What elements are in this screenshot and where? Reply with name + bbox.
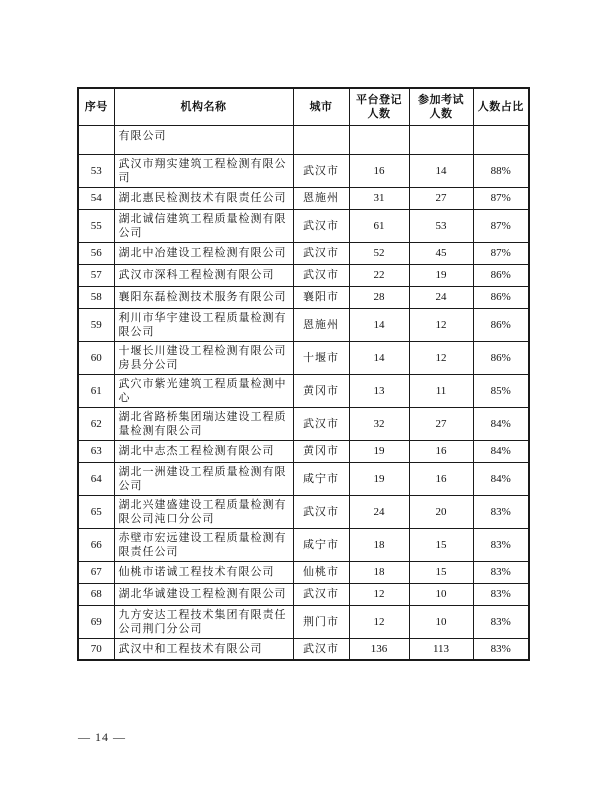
cell-ratio: 83% (473, 605, 529, 638)
col-header-registered: 平台登记人数 (349, 88, 409, 125)
cell-city: 十堰市 (293, 341, 349, 374)
cell-org-name: 武汉市深科工程检测有限公司 (114, 264, 293, 286)
cell-registered: 19 (349, 440, 409, 462)
cell-registered: 14 (349, 341, 409, 374)
table-row (78, 341, 529, 374)
cell-org-name: 利川市华宇建设工程质量检测有限公司 (114, 308, 293, 341)
table-row (78, 125, 529, 154)
cell-index: 66 (78, 528, 114, 561)
cell-examined: 14 (409, 154, 473, 187)
page-number: — 14 — (78, 730, 126, 744)
cell-examined: 20 (409, 495, 473, 528)
cell-registered: 16 (349, 154, 409, 187)
cell-index: 53 (78, 154, 114, 187)
table-row (78, 286, 529, 308)
cell-examined: 10 (409, 605, 473, 638)
cell-examined: 113 (409, 638, 473, 660)
table-row (78, 308, 529, 341)
cell-registered: 61 (349, 209, 409, 242)
cell-org-name: 湖北省路桥集团瑞达建设工程质量检测有限公司 (114, 407, 293, 440)
cell-registered: 52 (349, 242, 409, 264)
cell-registered: 136 (349, 638, 409, 660)
cell-ratio: 86% (473, 308, 529, 341)
cell-registered: 32 (349, 407, 409, 440)
col-header-city: 城市 (293, 88, 349, 125)
cell-registered: 31 (349, 187, 409, 209)
cell-city: 恩施州 (293, 187, 349, 209)
cell-city: 武汉市 (293, 638, 349, 660)
cell-city (293, 125, 349, 154)
cell-city: 武汉市 (293, 209, 349, 242)
cell-index: 61 (78, 374, 114, 407)
table-row (78, 528, 529, 561)
cell-city: 武汉市 (293, 583, 349, 605)
report-table (77, 87, 530, 661)
cell-examined: 53 (409, 209, 473, 242)
cell-ratio: 86% (473, 341, 529, 374)
table-row (78, 154, 529, 187)
cell-ratio: 86% (473, 264, 529, 286)
cell-examined: 16 (409, 440, 473, 462)
cell-org-name: 湖北中志杰工程检测有限公司 (114, 440, 293, 462)
cell-city: 武汉市 (293, 154, 349, 187)
cell-examined: 24 (409, 286, 473, 308)
col-header-ratio: 人数占比 (473, 88, 529, 125)
cell-registered: 14 (349, 308, 409, 341)
cell-index: 67 (78, 561, 114, 583)
cell-ratio: 83% (473, 561, 529, 583)
cell-index: 68 (78, 583, 114, 605)
cell-index: 54 (78, 187, 114, 209)
col-header-org-name: 机构名称 (114, 88, 293, 125)
table-row (78, 561, 529, 583)
cell-org-name: 九方安达工程技术集团有限责任公司荆门分公司 (114, 605, 293, 638)
cell-city: 咸宁市 (293, 462, 349, 495)
cell-org-name: 湖北惠民检测技术有限责任公司 (114, 187, 293, 209)
cell-ratio: 83% (473, 638, 529, 660)
cell-index: 55 (78, 209, 114, 242)
cell-index: 58 (78, 286, 114, 308)
cell-city: 咸宁市 (293, 528, 349, 561)
cell-registered: 18 (349, 561, 409, 583)
table-row (78, 495, 529, 528)
cell-city: 武汉市 (293, 264, 349, 286)
cell-ratio: 83% (473, 528, 529, 561)
cell-org-name: 湖北兴建盛建设工程质量检测有限公司沌口分公司 (114, 495, 293, 528)
cell-examined: 12 (409, 341, 473, 374)
col-header-index: 序号 (78, 88, 114, 125)
table-row (78, 374, 529, 407)
table-row (78, 440, 529, 462)
table-row (78, 187, 529, 209)
col-header-examined: 参加考试人数 (409, 88, 473, 125)
cell-org-name: 湖北一洲建设工程质量检测有限公司 (114, 462, 293, 495)
cell-ratio: 83% (473, 495, 529, 528)
cell-index: 60 (78, 341, 114, 374)
cell-ratio: 87% (473, 187, 529, 209)
cell-org-name: 武穴市紫光建筑工程质量检测中心 (114, 374, 293, 407)
cell-registered: 22 (349, 264, 409, 286)
cell-org-name: 有限公司 (114, 125, 293, 154)
table-row (78, 209, 529, 242)
table-header (78, 88, 529, 125)
cell-examined: 27 (409, 187, 473, 209)
cell-org-name: 湖北诚信建筑工程质量检测有限公司 (114, 209, 293, 242)
cell-org-name: 湖北中冶建设工程检测有限公司 (114, 242, 293, 264)
cell-ratio: 87% (473, 242, 529, 264)
cell-index: 64 (78, 462, 114, 495)
cell-examined: 16 (409, 462, 473, 495)
cell-city: 黄冈市 (293, 374, 349, 407)
cell-index: 69 (78, 605, 114, 638)
table-row (78, 407, 529, 440)
cell-org-name: 武汉中和工程技术有限公司 (114, 638, 293, 660)
cell-registered: 24 (349, 495, 409, 528)
cell-ratio: 84% (473, 462, 529, 495)
cell-index: 65 (78, 495, 114, 528)
cell-examined: 45 (409, 242, 473, 264)
table-row (78, 462, 529, 495)
table-body (78, 125, 529, 660)
cell-ratio: 86% (473, 286, 529, 308)
cell-org-name: 湖北华诚建设工程检测有限公司 (114, 583, 293, 605)
cell-examined: 19 (409, 264, 473, 286)
table-row (78, 264, 529, 286)
cell-registered: 19 (349, 462, 409, 495)
cell-city: 武汉市 (293, 407, 349, 440)
cell-index: 63 (78, 440, 114, 462)
cell-org-name: 十堰长川建设工程检测有限公司房县分公司 (114, 341, 293, 374)
cell-examined (409, 125, 473, 154)
table-row (78, 242, 529, 264)
cell-registered: 28 (349, 286, 409, 308)
cell-city: 黄冈市 (293, 440, 349, 462)
table-row (78, 605, 529, 638)
cell-registered: 12 (349, 583, 409, 605)
cell-city: 武汉市 (293, 495, 349, 528)
cell-org-name: 武汉市翔实建筑工程检测有限公司 (114, 154, 293, 187)
cell-examined: 11 (409, 374, 473, 407)
cell-city: 武汉市 (293, 242, 349, 264)
cell-ratio: 85% (473, 374, 529, 407)
cell-ratio: 88% (473, 154, 529, 187)
cell-examined: 12 (409, 308, 473, 341)
cell-index: 57 (78, 264, 114, 286)
cell-city: 襄阳市 (293, 286, 349, 308)
cell-city: 荆门市 (293, 605, 349, 638)
cell-ratio (473, 125, 529, 154)
cell-ratio: 84% (473, 407, 529, 440)
cell-org-name: 襄阳东磊检测技术服务有限公司 (114, 286, 293, 308)
cell-registered (349, 125, 409, 154)
cell-index: 62 (78, 407, 114, 440)
table-row (78, 638, 529, 660)
cell-ratio: 87% (473, 209, 529, 242)
header-row (78, 88, 529, 125)
cell-index: 70 (78, 638, 114, 660)
table-row (78, 583, 529, 605)
cell-index: 56 (78, 242, 114, 264)
cell-examined: 10 (409, 583, 473, 605)
cell-city: 恩施州 (293, 308, 349, 341)
cell-examined: 15 (409, 561, 473, 583)
cell-index (78, 125, 114, 154)
cell-city: 仙桃市 (293, 561, 349, 583)
cell-org-name: 仙桃市诺诚工程技术有限公司 (114, 561, 293, 583)
cell-examined: 27 (409, 407, 473, 440)
cell-ratio: 83% (473, 583, 529, 605)
cell-registered: 13 (349, 374, 409, 407)
cell-registered: 18 (349, 528, 409, 561)
cell-registered: 12 (349, 605, 409, 638)
cell-ratio: 84% (473, 440, 529, 462)
cell-org-name: 赤壁市宏远建设工程质量检测有限责任公司 (114, 528, 293, 561)
cell-index: 59 (78, 308, 114, 341)
cell-examined: 15 (409, 528, 473, 561)
